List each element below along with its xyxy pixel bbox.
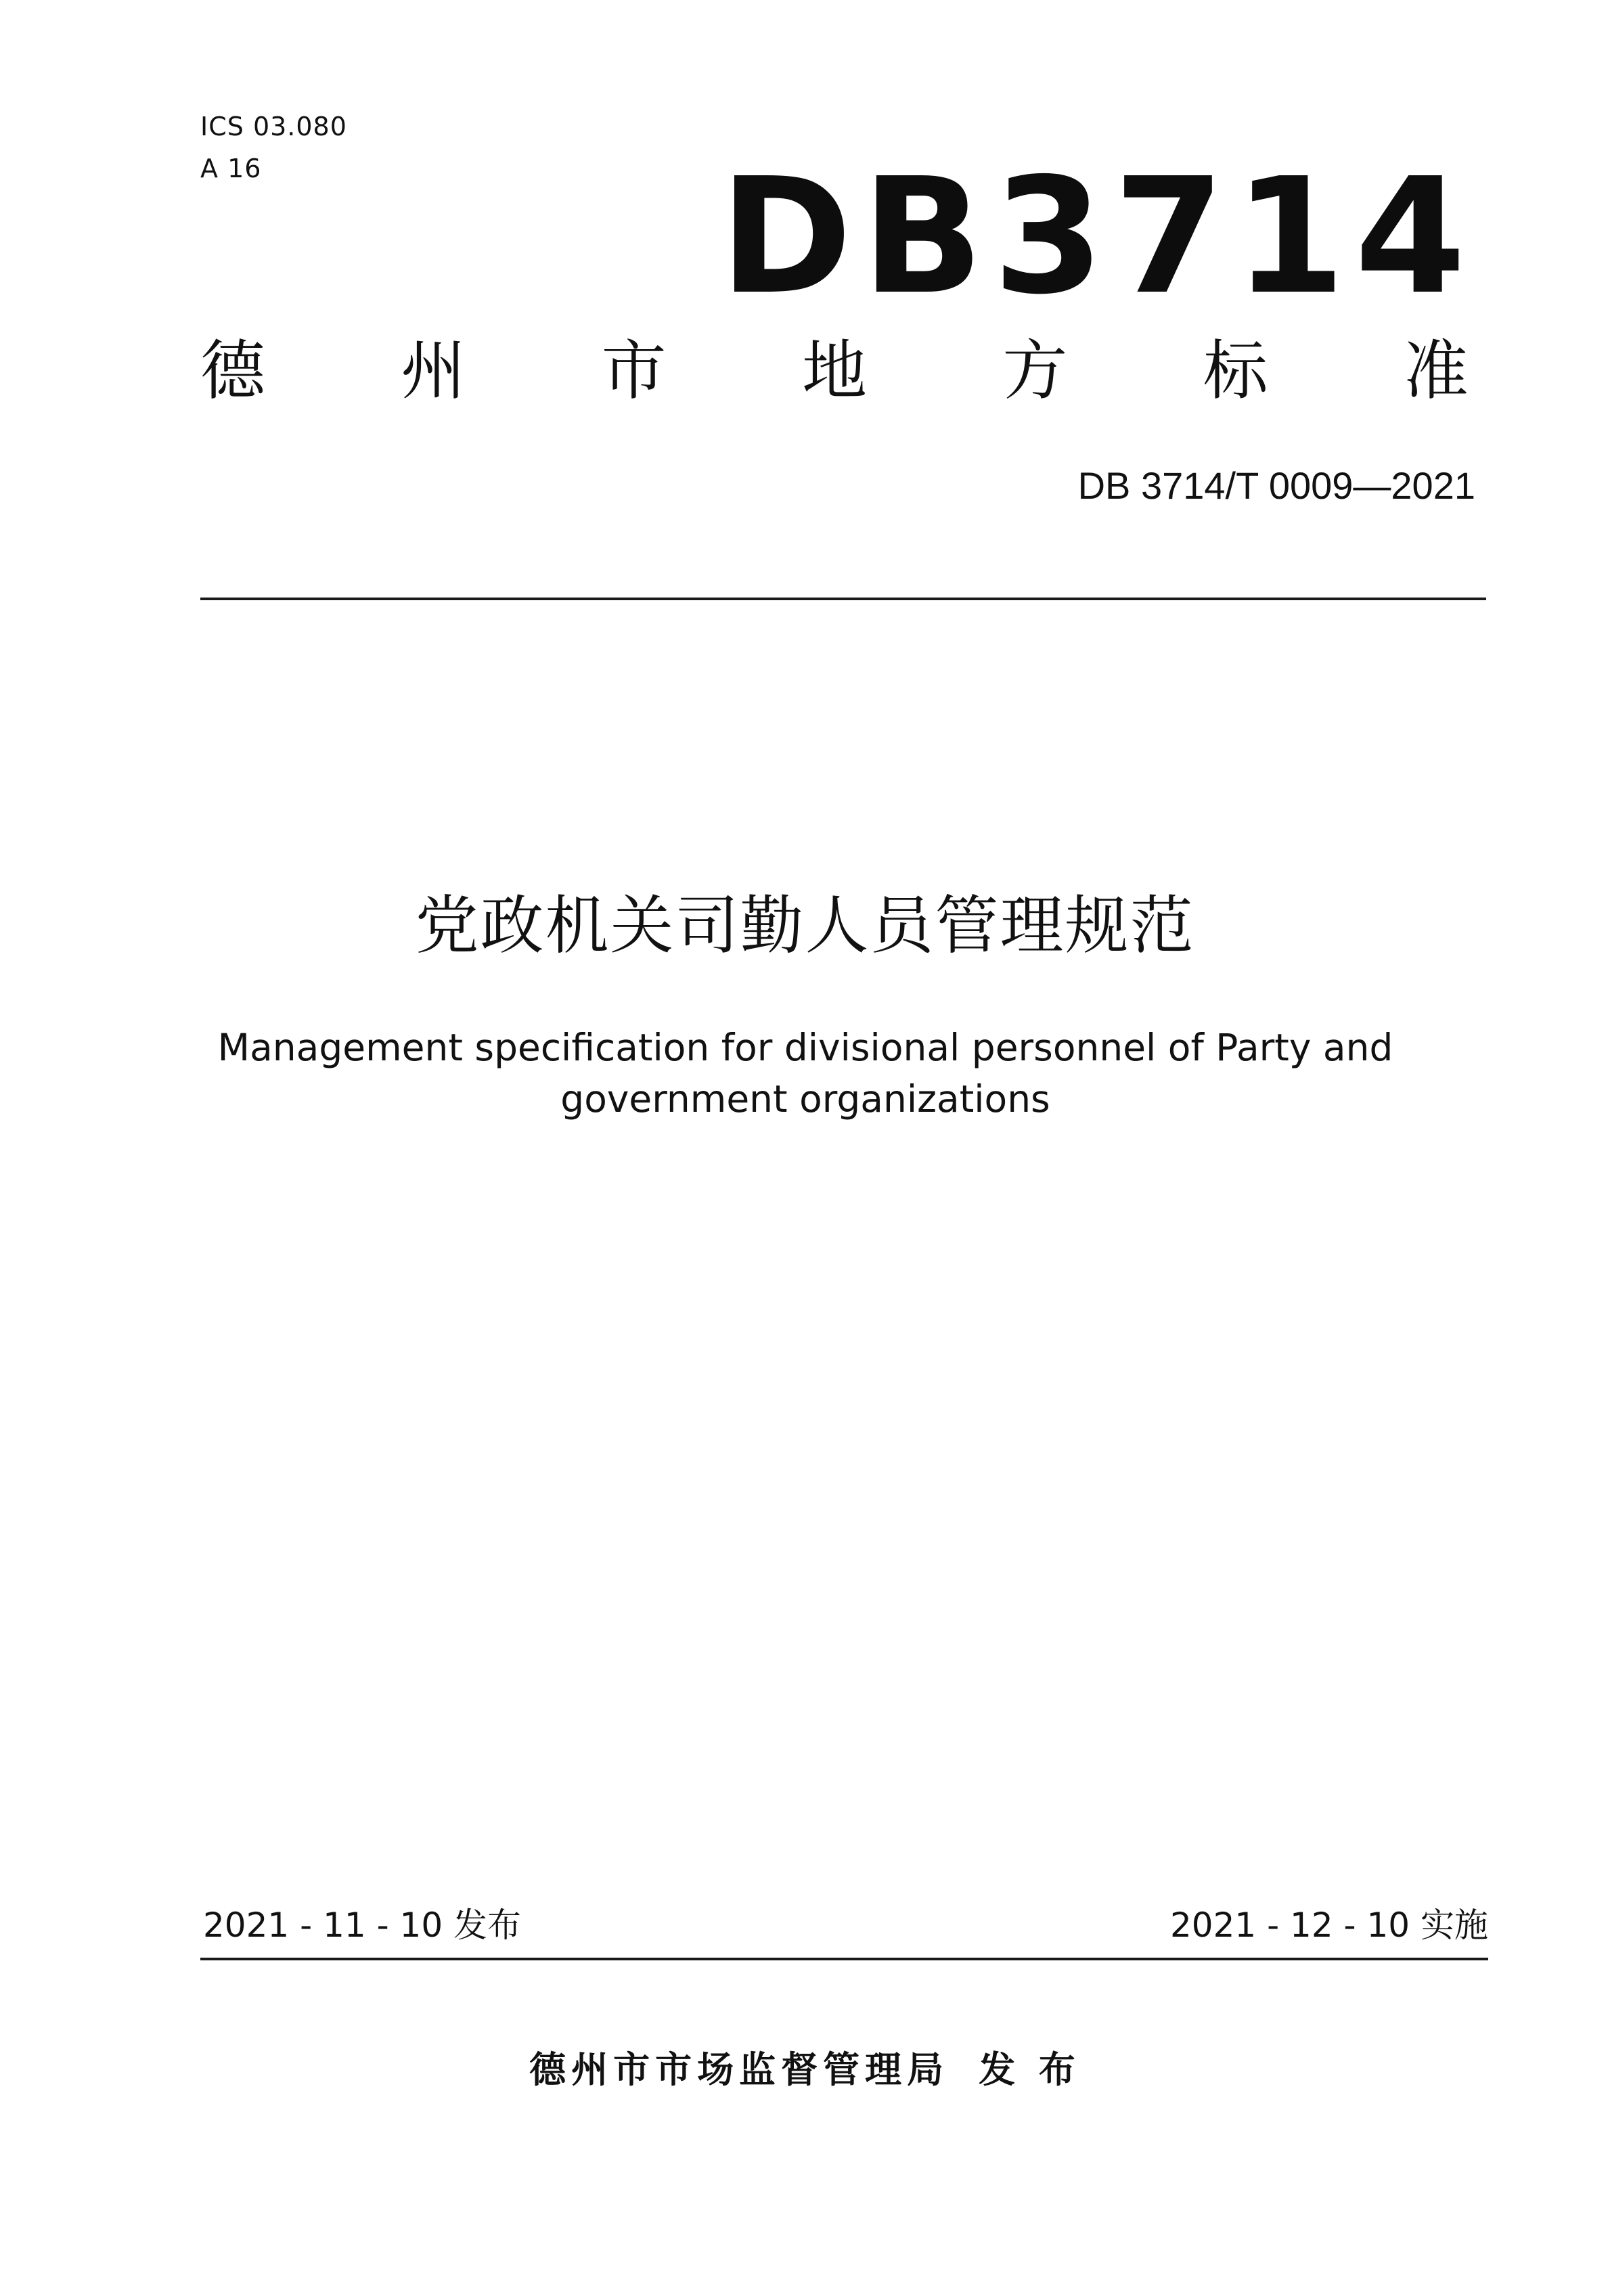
category-char: 州 [401, 333, 466, 409]
category-char: 德 [200, 333, 265, 409]
document-title-chinese: 党政机关司勤人员管理规范 [415, 889, 1195, 963]
ics-code: ICS 03.080 [200, 112, 347, 141]
category-char: 方 [1002, 333, 1068, 409]
category-char: 市 [601, 333, 667, 409]
header-divider [200, 598, 1486, 600]
implementation-date: 2021 - 12 - 10 实施 [1169, 1906, 1488, 1945]
issue-date: 2021 - 11 - 10 发布 [203, 1906, 522, 1945]
document-title-english: Management specification for divisional personnel of Party and government organizations [217, 1026, 1393, 1121]
ccs-code: A 16 [200, 154, 262, 183]
standard-prefix-logo: DB3714 [719, 143, 1475, 330]
standard-number: DB 3714/T 0009—2021 [1077, 464, 1475, 507]
standard-category [200, 333, 1469, 409]
category-char: 准 [1403, 333, 1469, 409]
publisher-action: 发 布 [979, 2048, 1081, 2091]
publisher-name: 德州市市场监督管理局 [529, 2048, 949, 2091]
category-char: 地 [801, 333, 867, 409]
category-char: 标 [1203, 333, 1268, 409]
footer-divider [200, 1958, 1488, 1960]
publisher-line [0, 2048, 1610, 2091]
